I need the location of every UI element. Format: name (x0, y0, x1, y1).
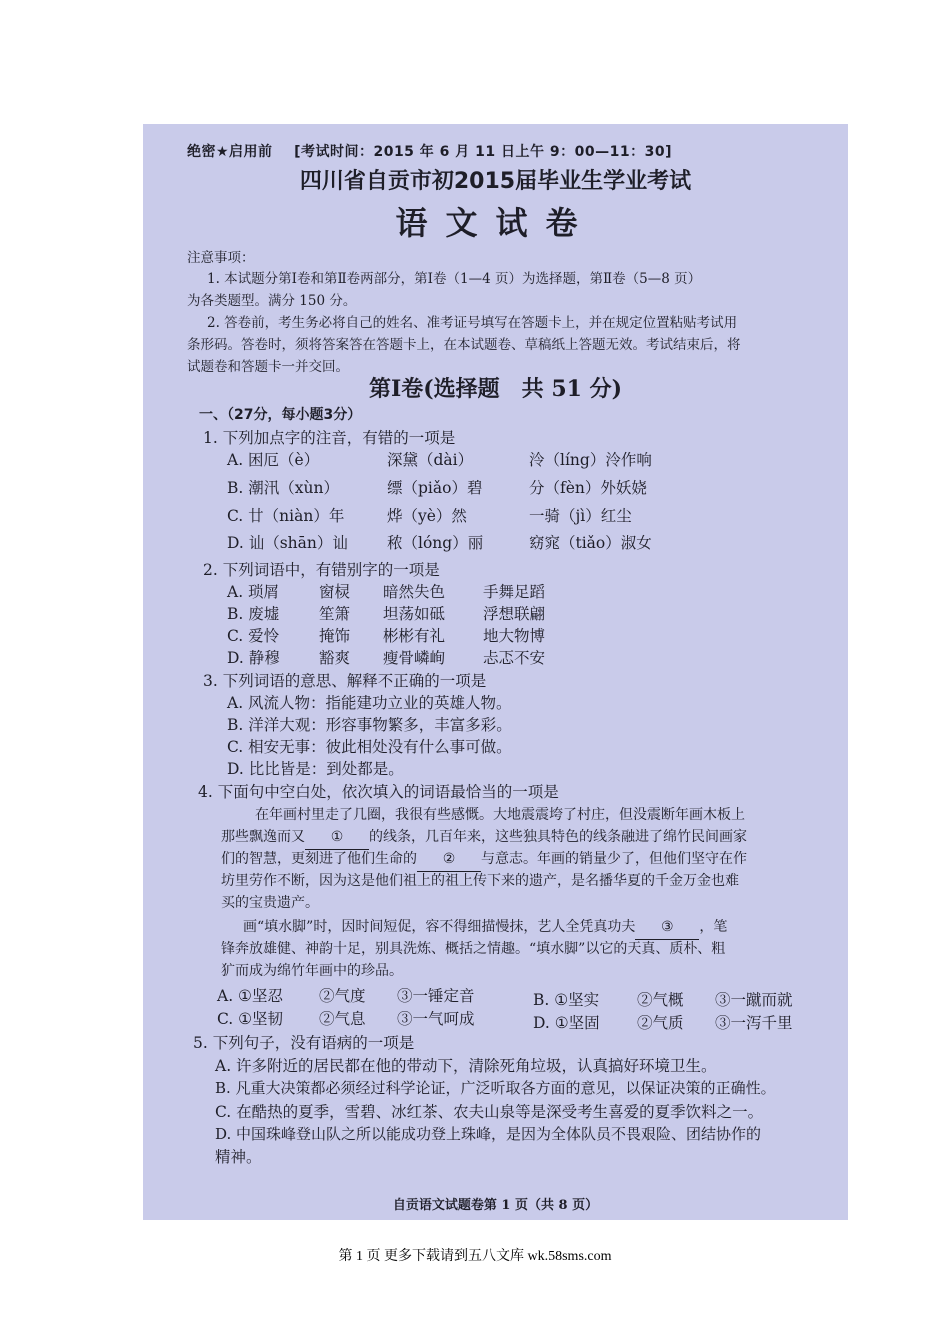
q1-option: B. 潮汛（xùn） (227, 479, 339, 497)
exam-time: [考试时间：2015 年 6 月 11 日上午 9：00—11：30] (294, 144, 672, 160)
exam-photo (143, 124, 848, 1220)
q2-option: 瘦骨嶙峋 (383, 649, 446, 667)
q2-option: 笙箫 (319, 605, 351, 623)
notice-heading: 注意事项： (187, 250, 255, 266)
q2-option: 地大物博 (483, 627, 546, 645)
q4-passage-line: 那些飘逸而又 ① 的线条，几百年来，这些独具特色的线条融进了绵竹民间画家 (221, 826, 747, 850)
part-one-heading: 一、（27分，每小题3分） (199, 407, 362, 423)
q3-option: C. 相安无事：彼此相处没有什么事可做。 (227, 738, 512, 756)
q4-option: B. ①坚实 (533, 991, 600, 1009)
q5-option: A. 许多附近的居民都在他的带动下，清除死角垃圾，认真搞好环境卫生。 (215, 1057, 717, 1075)
notice-line: 2. 答卷前，考生务必将自己的姓名、准考证号填写在答题卡上，并在规定位置粘贴考试用 (207, 315, 738, 331)
q2-option: 窗棂 (319, 583, 351, 601)
q1-option: 深黛（dài） (387, 451, 474, 469)
q1-option: 一骑（jì）红尘 (529, 507, 632, 525)
q2-option: 手舞足蹈 (483, 583, 546, 601)
q2-option: 掩饰 (319, 627, 351, 645)
q2-option: 暗然失色 (383, 583, 446, 601)
question-1-stem: 1. 下列加点字的注音，有错的一项是 (203, 429, 456, 447)
q4-option: ②气息 (319, 1010, 366, 1028)
q2-option: B. 废墟 (227, 605, 280, 623)
notice-line: 试题卷和答题卡一并交回。 (187, 359, 349, 375)
q4-option: ③一锤定音 (397, 987, 475, 1005)
q4-option: ③一蹴而就 (715, 991, 793, 1009)
blank-1: ① (305, 826, 369, 850)
exam-title: 四川省自贡市初2015届毕业生学业考试 (299, 169, 692, 194)
q4-passage-line: 锋奔放雄健、神韵十足，别具洗炼、概括之情趣。“填水脚”以它的天真、质朴、粗 (221, 941, 726, 957)
q4-option: ②气度 (319, 987, 366, 1005)
q5-option: C. 在酷热的夏季，雪碧、冰红茶、农夫山泉等是深受考生喜爱的夏季饮料之一。 (215, 1103, 764, 1121)
q4-passage-line: 犷而成为绵竹年画中的珍品。 (221, 963, 403, 979)
q2-option: 浮想联翩 (483, 605, 546, 623)
q2-option: 彬彬有礼 (383, 627, 446, 645)
blank-2: ② (417, 848, 481, 872)
q1-option: 窈窕（tiǎo）淑女 (529, 534, 652, 552)
q5-option: 精神。 (215, 1148, 262, 1166)
q1-option: C. 廿（niàn）年 (227, 507, 345, 525)
q1-option: 秾（lóng）丽 (387, 534, 484, 552)
q2-option: 豁爽 (319, 649, 351, 667)
q4-passage-line: 坊里劳作不断，因为这是他们祖上的祖上传下来的遗产，是名播华夏的千金万金也难 (221, 873, 739, 889)
q2-option: A. 琐屑 (227, 583, 280, 601)
q1-option: 缥（piǎo）碧 (387, 479, 483, 497)
q4-passage-line: 在年画村里走了几圈，我很有些感慨。大地震震垮了村庄，但没震断年画木板上 (255, 807, 745, 823)
q1-option: 泠（líng）泠作响 (529, 451, 652, 469)
notice-line: 为各类题型。满分 150 分。 (187, 293, 357, 309)
q1-option: 分（fèn）外妖娆 (529, 479, 647, 497)
notice-line: 条形码。答卷时，须将答案答在答题卡上，在本试题卷、草稿纸上答题无效。考试结束后，将 (187, 337, 741, 353)
q1-option: 烨（yè）然 (387, 507, 467, 525)
q1-option: A. 困厄（è） (227, 451, 320, 469)
exam-subject: 语文试卷 (395, 204, 596, 242)
q4-passage-line: 们的智慧，更刻进了他们生命的 ② 与意志。年画的销量少了，但他们坚守在作 (221, 848, 747, 872)
section-title: 第Ⅰ卷(选择题 共 51 分) (368, 376, 623, 402)
question-2-stem: 2. 下列词语中，有错别字的一项是 (203, 561, 440, 579)
q4-option: D. ①坚固 (533, 1014, 600, 1032)
q4-passage-line: 买的宝贵遗产。 (221, 895, 319, 911)
notice-line: 1. 本试题分第Ⅰ卷和第Ⅱ卷两部分，第Ⅰ卷（1—4 页）为选择题，第Ⅱ卷（5—8 页） (207, 271, 702, 287)
question-5-stem: 5. 下列句子，没有语病的一项是 (193, 1034, 415, 1052)
blank-3: ③ (635, 916, 699, 940)
page-footer: 第 1 页 更多下载请到五八文库 wk.58sms.com (338, 1249, 612, 1264)
q3-option: D. 比比皆是：到处都是。 (227, 760, 404, 778)
question-4-stem: 4. 下面句中空白处，依次填入的词语最恰当的一项是 (198, 783, 559, 801)
q4-passage-line: 画“填水脚”时，因时间短促，容不得细描慢抹，艺人全凭真功夫 ③ ，笔 (243, 916, 727, 940)
q4-option: ③一泻千里 (715, 1014, 793, 1032)
q2-option: 坦荡如砥 (383, 605, 446, 623)
q4-option: ②气质 (637, 1014, 684, 1032)
sheet-page-footer: 自贡语文试题卷第 1 页（共 8 页） (392, 1198, 599, 1213)
question-3-stem: 3. 下列词语的意思、解释不正确的一项是 (203, 672, 487, 690)
q4-option: A. ①坚忍 (217, 987, 283, 1005)
q2-option: D. 静穆 (227, 649, 280, 667)
exam-header-line (187, 141, 672, 161)
q2-option: C. 爱怜 (227, 627, 280, 645)
q4-option: C. ①坚韧 (217, 1010, 284, 1028)
confidential-label: 绝密★启用前 (187, 144, 273, 160)
q3-option: B. 洋洋大观：形容事物繁多，丰富多彩。 (227, 716, 512, 734)
q4-option: ②气概 (637, 991, 684, 1009)
q2-option: 忐忑不安 (483, 649, 546, 667)
q4-option: ③一气呵成 (397, 1010, 475, 1028)
q1-option: D. 讪（shān）讪 (227, 534, 348, 552)
q3-option: A. 风流人物：指能建功立业的英雄人物。 (227, 694, 512, 712)
q5-option: D. 中国珠峰登山队之所以能成功登上珠峰，是因为全体队员不畏艰险、团结协作的 (215, 1125, 762, 1143)
q5-option: B. 凡重大决策都必须经过科学论证，广泛听取各方面的意见，以保证决策的正确性。 (215, 1079, 776, 1097)
